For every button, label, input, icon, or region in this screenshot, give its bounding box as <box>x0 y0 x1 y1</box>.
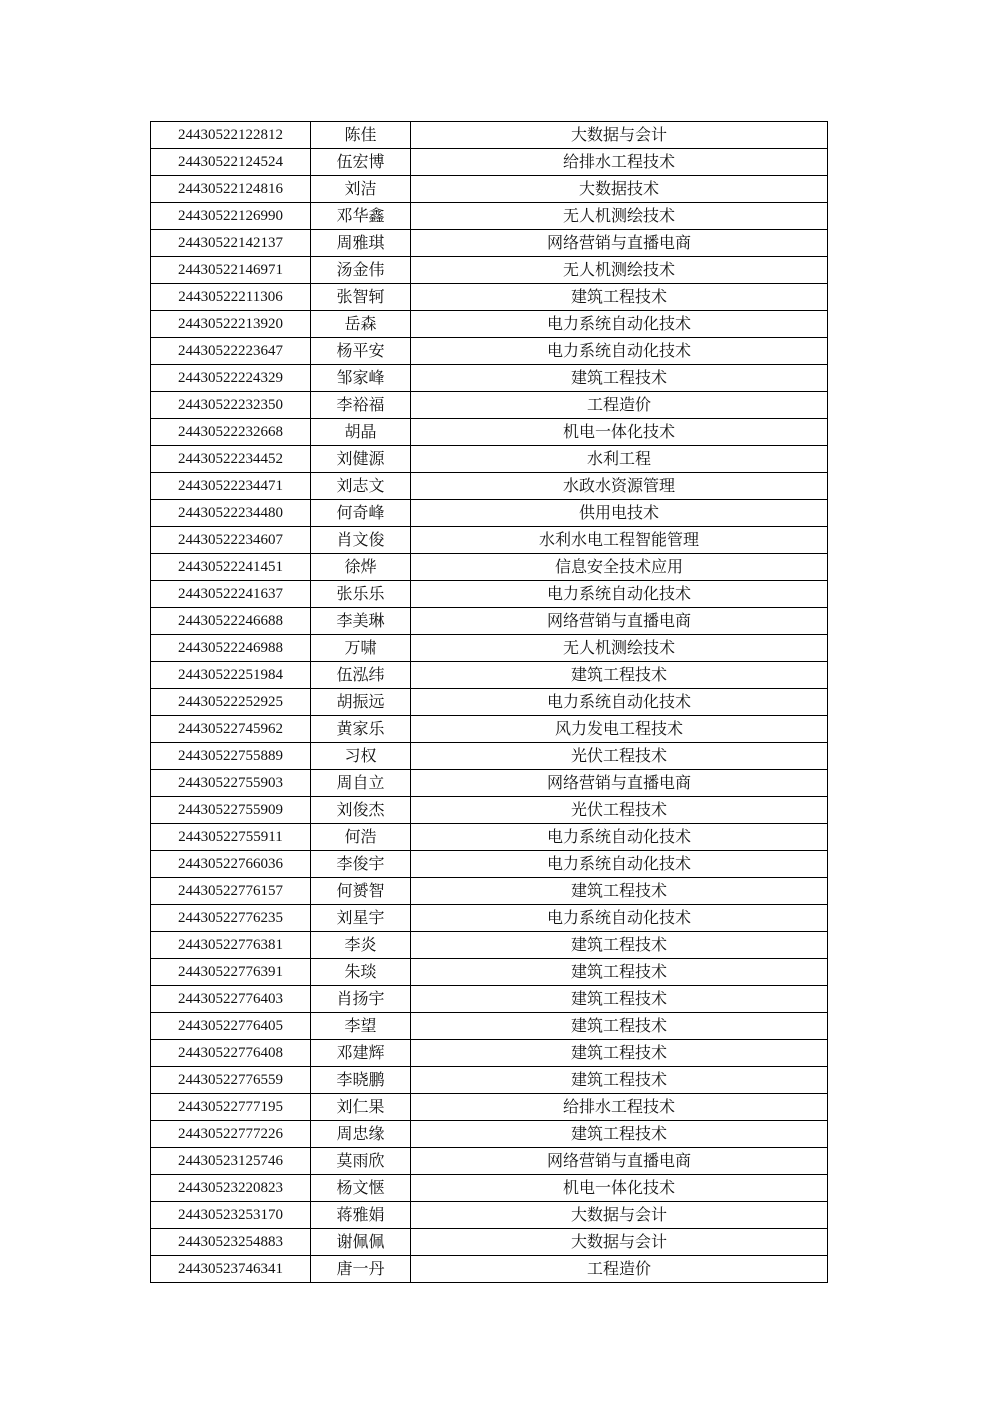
major-cell: 建筑工程技术 <box>411 986 828 1013</box>
major-cell: 电力系统自动化技术 <box>411 581 828 608</box>
table-row <box>151 986 828 1013</box>
student-id-cell: 24430522124524 <box>151 149 311 176</box>
student-name-cell: 何奇峰 <box>311 500 411 527</box>
student-name-cell: 朱琰 <box>311 959 411 986</box>
student-name-cell: 周忠缘 <box>311 1121 411 1148</box>
student-id-cell: 24430522251984 <box>151 662 311 689</box>
major-cell: 光伏工程技术 <box>411 797 828 824</box>
table-row <box>151 1094 828 1121</box>
major-cell: 无人机测绘技术 <box>411 203 828 230</box>
major-cell: 网络营销与直播电商 <box>411 770 828 797</box>
table-row <box>151 554 828 581</box>
table-row <box>151 743 828 770</box>
student-id-cell: 24430522234480 <box>151 500 311 527</box>
table-row <box>151 122 828 149</box>
table-row <box>151 365 828 392</box>
student-name-cell: 李裕福 <box>311 392 411 419</box>
major-cell: 机电一体化技术 <box>411 419 828 446</box>
major-cell: 建筑工程技术 <box>411 878 828 905</box>
student-id-cell: 24430522124816 <box>151 176 311 203</box>
major-cell: 建筑工程技术 <box>411 1013 828 1040</box>
student-id-cell: 24430523125746 <box>151 1148 311 1175</box>
student-name-cell: 李望 <box>311 1013 411 1040</box>
student-id-cell: 24430522246688 <box>151 608 311 635</box>
student-id-cell: 24430522776235 <box>151 905 311 932</box>
major-cell: 建筑工程技术 <box>411 1067 828 1094</box>
major-cell: 光伏工程技术 <box>411 743 828 770</box>
major-cell: 大数据与会计 <box>411 1202 828 1229</box>
table-row <box>151 1229 828 1256</box>
table-row <box>151 284 828 311</box>
student-id-cell: 24430522777226 <box>151 1121 311 1148</box>
table-row <box>151 1148 828 1175</box>
student-name-cell: 胡晶 <box>311 419 411 446</box>
student-id-cell: 24430522776405 <box>151 1013 311 1040</box>
table-row <box>151 1175 828 1202</box>
major-cell: 网络营销与直播电商 <box>411 1148 828 1175</box>
major-cell: 给排水工程技术 <box>411 149 828 176</box>
student-id-cell: 24430522126990 <box>151 203 311 230</box>
major-cell: 电力系统自动化技术 <box>411 338 828 365</box>
major-cell: 大数据与会计 <box>411 1229 828 1256</box>
student-name-cell: 杨文惬 <box>311 1175 411 1202</box>
major-cell: 水利水电工程智能管理 <box>411 527 828 554</box>
table-body <box>151 122 828 1283</box>
student-id-cell: 24430522755911 <box>151 824 311 851</box>
student-id-cell: 24430522755909 <box>151 797 311 824</box>
table-row <box>151 581 828 608</box>
student-name-cell: 万啸 <box>311 635 411 662</box>
student-name-cell: 李炎 <box>311 932 411 959</box>
table-row <box>151 878 828 905</box>
major-cell: 工程造价 <box>411 1256 828 1283</box>
table-row <box>151 1202 828 1229</box>
student-id-cell: 24430522252925 <box>151 689 311 716</box>
student-id-cell: 24430522146971 <box>151 257 311 284</box>
student-name-cell: 周自立 <box>311 770 411 797</box>
major-cell: 大数据技术 <box>411 176 828 203</box>
student-name-cell: 李晓鹏 <box>311 1067 411 1094</box>
student-name-cell: 伍宏博 <box>311 149 411 176</box>
student-id-cell: 24430522776559 <box>151 1067 311 1094</box>
student-name-cell: 莫雨欣 <box>311 1148 411 1175</box>
student-name-cell: 邓建辉 <box>311 1040 411 1067</box>
student-name-cell: 蒋雅娟 <box>311 1202 411 1229</box>
major-cell: 建筑工程技术 <box>411 932 828 959</box>
table-row <box>151 527 828 554</box>
student-name-cell: 唐一丹 <box>311 1256 411 1283</box>
major-cell: 大数据与会计 <box>411 122 828 149</box>
student-id-cell: 24430522776157 <box>151 878 311 905</box>
major-cell: 水政水资源管理 <box>411 473 828 500</box>
table-row <box>151 905 828 932</box>
table-row <box>151 824 828 851</box>
major-cell: 建筑工程技术 <box>411 284 828 311</box>
table-row <box>151 500 828 527</box>
major-cell: 电力系统自动化技术 <box>411 905 828 932</box>
student-id-cell: 24430523220823 <box>151 1175 311 1202</box>
major-cell: 建筑工程技术 <box>411 662 828 689</box>
table-row <box>151 608 828 635</box>
table-row <box>151 851 828 878</box>
table-row <box>151 392 828 419</box>
student-id-cell: 24430522211306 <box>151 284 311 311</box>
major-cell: 网络营销与直播电商 <box>411 230 828 257</box>
major-cell: 工程造价 <box>411 392 828 419</box>
table-row <box>151 716 828 743</box>
student-id-cell: 24430522776408 <box>151 1040 311 1067</box>
student-name-cell: 刘健源 <box>311 446 411 473</box>
student-id-cell: 24430522232350 <box>151 392 311 419</box>
student-id-cell: 24430522241637 <box>151 581 311 608</box>
major-cell: 建筑工程技术 <box>411 1121 828 1148</box>
major-cell: 信息安全技术应用 <box>411 554 828 581</box>
major-cell: 风力发电工程技术 <box>411 716 828 743</box>
major-cell: 建筑工程技术 <box>411 1040 828 1067</box>
student-id-cell: 24430522755903 <box>151 770 311 797</box>
student-id-cell: 24430522241451 <box>151 554 311 581</box>
table-row <box>151 1121 828 1148</box>
student-table <box>150 121 828 1283</box>
major-cell: 无人机测绘技术 <box>411 257 828 284</box>
table-row <box>151 1256 828 1283</box>
student-name-cell: 刘俊杰 <box>311 797 411 824</box>
student-name-cell: 何赟智 <box>311 878 411 905</box>
table-row <box>151 149 828 176</box>
student-id-cell: 24430522122812 <box>151 122 311 149</box>
major-cell: 无人机测绘技术 <box>411 635 828 662</box>
table-row <box>151 203 828 230</box>
student-name-cell: 何浩 <box>311 824 411 851</box>
table-row <box>151 662 828 689</box>
table-row <box>151 473 828 500</box>
table-row <box>151 932 828 959</box>
student-id-cell: 24430522776403 <box>151 986 311 1013</box>
table-row <box>151 1040 828 1067</box>
student-name-cell: 汤金伟 <box>311 257 411 284</box>
student-name-cell: 杨平安 <box>311 338 411 365</box>
student-name-cell: 肖扬宇 <box>311 986 411 1013</box>
table-row <box>151 797 828 824</box>
major-cell: 机电一体化技术 <box>411 1175 828 1202</box>
student-name-cell: 刘志文 <box>311 473 411 500</box>
student-name-cell: 李美琳 <box>311 608 411 635</box>
student-name-cell: 周雅琪 <box>311 230 411 257</box>
student-name-cell: 习权 <box>311 743 411 770</box>
student-name-cell: 陈佳 <box>311 122 411 149</box>
major-cell: 水利工程 <box>411 446 828 473</box>
student-name-cell: 刘洁 <box>311 176 411 203</box>
student-id-cell: 24430522223647 <box>151 338 311 365</box>
table-row <box>151 770 828 797</box>
student-id-cell: 24430522232668 <box>151 419 311 446</box>
major-cell: 电力系统自动化技术 <box>411 851 828 878</box>
student-name-cell: 刘星宇 <box>311 905 411 932</box>
major-cell: 建筑工程技术 <box>411 365 828 392</box>
student-id-cell: 24430522234607 <box>151 527 311 554</box>
student-id-cell: 24430522755889 <box>151 743 311 770</box>
student-name-cell: 徐烨 <box>311 554 411 581</box>
student-id-cell: 24430522234452 <box>151 446 311 473</box>
student-name-cell: 刘仁果 <box>311 1094 411 1121</box>
major-cell: 供用电技术 <box>411 500 828 527</box>
table-row <box>151 689 828 716</box>
student-name-cell: 李俊宇 <box>311 851 411 878</box>
student-id-cell: 24430522246988 <box>151 635 311 662</box>
table-row <box>151 257 828 284</box>
table-row <box>151 311 828 338</box>
student-name-cell: 岳森 <box>311 311 411 338</box>
table-row <box>151 446 828 473</box>
student-id-cell: 24430522234471 <box>151 473 311 500</box>
student-name-cell: 胡振远 <box>311 689 411 716</box>
table-row <box>151 176 828 203</box>
major-cell: 网络营销与直播电商 <box>411 608 828 635</box>
student-id-cell: 24430522776391 <box>151 959 311 986</box>
table-row <box>151 959 828 986</box>
table-row <box>151 419 828 446</box>
student-id-cell: 24430523254883 <box>151 1229 311 1256</box>
student-name-cell: 邹家峰 <box>311 365 411 392</box>
major-cell: 电力系统自动化技术 <box>411 311 828 338</box>
table-row <box>151 230 828 257</box>
student-name-cell: 邓华鑫 <box>311 203 411 230</box>
major-cell: 电力系统自动化技术 <box>411 824 828 851</box>
student-name-cell: 黄家乐 <box>311 716 411 743</box>
table-row <box>151 1067 828 1094</box>
student-id-cell: 24430522766036 <box>151 851 311 878</box>
student-id-cell: 24430522745962 <box>151 716 311 743</box>
student-id-cell: 24430522142137 <box>151 230 311 257</box>
student-name-cell: 伍泓纬 <box>311 662 411 689</box>
student-name-cell: 肖文俊 <box>311 527 411 554</box>
table-row <box>151 1013 828 1040</box>
student-id-cell: 24430522776381 <box>151 932 311 959</box>
student-name-cell: 张乐乐 <box>311 581 411 608</box>
student-id-cell: 24430522213920 <box>151 311 311 338</box>
major-cell: 建筑工程技术 <box>411 959 828 986</box>
major-cell: 电力系统自动化技术 <box>411 689 828 716</box>
student-name-cell: 谢佩佩 <box>311 1229 411 1256</box>
student-id-cell: 24430523746341 <box>151 1256 311 1283</box>
table-row <box>151 635 828 662</box>
student-id-cell: 24430523253170 <box>151 1202 311 1229</box>
student-id-cell: 24430522224329 <box>151 365 311 392</box>
table-row <box>151 338 828 365</box>
major-cell: 给排水工程技术 <box>411 1094 828 1121</box>
student-id-cell: 24430522777195 <box>151 1094 311 1121</box>
student-name-cell: 张智轲 <box>311 284 411 311</box>
